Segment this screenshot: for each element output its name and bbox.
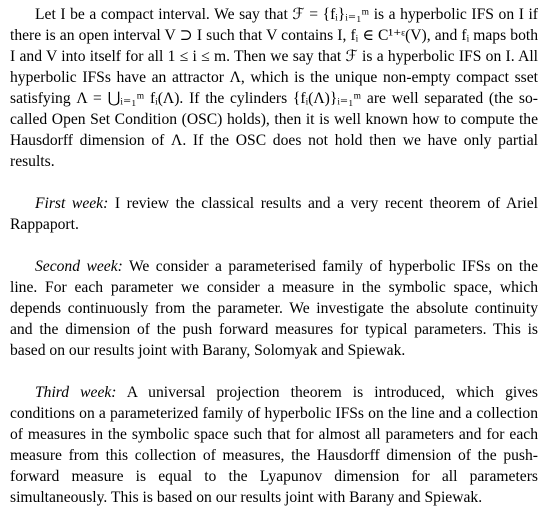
intro-paragraph: [10, 4, 538, 172]
second-week-heading: Second week:: [35, 258, 123, 275]
third-week-text: A universal projection theorem is introduced, which gives conditions on a parameterized family of hyperbolic IFSs on the line and a collection of measures in the symbolic space such that for almost all parameters and for each measure from this collection of measures, the Hausdorff dimension of the push-forward measure is equal to the Lyapunov dimension for all parameters simultaneously. This is based on our results joint with Barany and Spiewak.: [10, 384, 538, 506]
first-week-heading: First week:: [35, 195, 109, 212]
first-week-paragraph: [10, 193, 538, 235]
third-week-paragraph: [10, 382, 538, 508]
intro-text: Let I be a compact interval. We say that ℱ = {fᵢ}ᵢ₌₁ᵐ is a hyperbolic IFS on I if there is an open interval V ⊃ I such that V contains I, fᵢ ∈ C¹⁺ᵋ(V), and fᵢ maps both I and V into itself for all 1 ≤ i ≤ m. Then we say that ℱ is a hyperbolic IFS on I. All hyperbolic IFSs have an attractor Λ, which is the unique non-empty compact sset satisfying Λ = ⋃ᵢ₌₁ᵐ fᵢ(Λ). If the cylinders {fᵢ(Λ)}ᵢ₌₁ᵐ are well separated (the so-called Open Set Condition (OSC) holds), then it is well known how to compute the Hausdorff dimension of Λ. If the OSC does not hold then we have only partial results.: [10, 6, 538, 170]
second-week-text: We consider a parameterised family of hyperbolic IFSs on the line. For each parameter we consider a measure in the symbolic space, which depends continuously from the parameter. We investigate the absolute continuity and the dimension of the push forward measures for typical parameters. This is based on our results joint with Barany, Solomyak and Spiewak.: [10, 258, 538, 359]
second-week-paragraph: [10, 256, 538, 361]
first-week-text: I review the classical results and a very recent theorem of Ariel Rappaport.: [10, 195, 538, 233]
third-week-heading: Third week:: [35, 384, 117, 401]
